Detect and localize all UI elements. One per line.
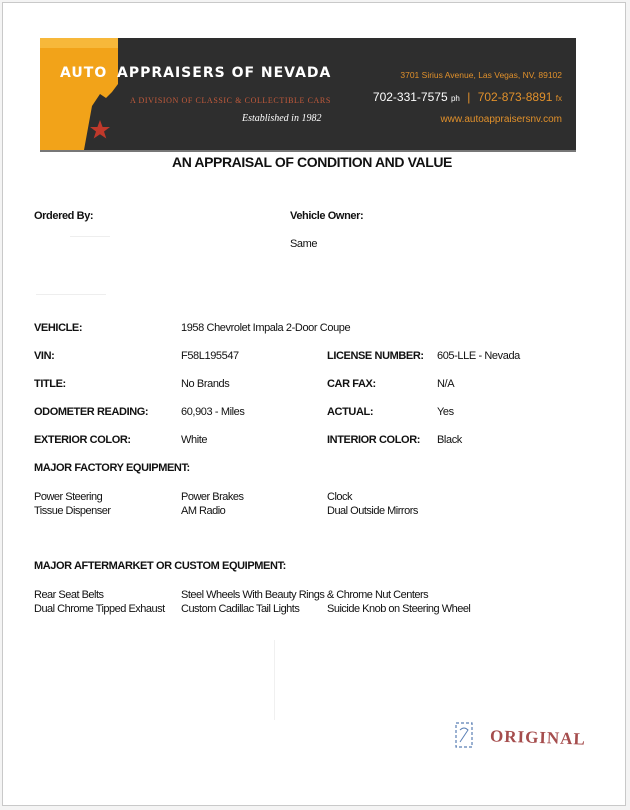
vin-label: VIN: bbox=[34, 350, 55, 362]
ordered-by-label: Ordered By: bbox=[34, 210, 94, 222]
interior-color-value: Black bbox=[437, 434, 462, 446]
company-phones bbox=[373, 90, 562, 104]
car-fax-label: CAR FAX: bbox=[327, 378, 376, 390]
brand-subtitle: A DIVISION OF CLASSIC & COLLECTIBLE CARS bbox=[130, 96, 331, 105]
aftermarket-item: Rear Seat Belts bbox=[34, 589, 104, 601]
actual-value: Yes bbox=[437, 406, 454, 418]
factory-equipment-heading: MAJOR FACTORY EQUIPMENT: bbox=[34, 462, 190, 474]
brand-name: APPRAISERS OF NEVADA bbox=[117, 65, 332, 81]
equipment-item: Dual Outside Mirrors bbox=[327, 505, 418, 517]
title-value: No Brands bbox=[181, 378, 230, 390]
aftermarket-item: Dual Chrome Tipped Exhaust bbox=[34, 603, 165, 615]
brand-auto: AUTO bbox=[60, 65, 108, 81]
vehicle-owner-value: Same bbox=[290, 238, 318, 250]
exterior-color-label: EXTERIOR COLOR: bbox=[34, 434, 131, 446]
equipment-item: AM Radio bbox=[181, 505, 226, 517]
faint-mark bbox=[36, 294, 106, 295]
document-title: AN APPRAISAL OF CONDITION AND VALUE bbox=[171, 154, 452, 170]
aftermarket-item: Steel Wheels With Beauty Rings & Chrome Nut Centers bbox=[181, 589, 429, 601]
star-icon bbox=[90, 120, 110, 139]
scan-artifact bbox=[274, 640, 275, 720]
company-address: 3701 Sirius Avenue, Las Vegas, NV, 89102 bbox=[400, 70, 562, 80]
original-stamp: ORIGINAL bbox=[489, 726, 587, 749]
banner-rule bbox=[40, 150, 576, 152]
phone-separator: | bbox=[467, 90, 471, 104]
license-label: LICENSE NUMBER: bbox=[327, 350, 424, 362]
license-value: 605-LLE - Nevada bbox=[437, 350, 520, 362]
aftermarket-equipment-heading: MAJOR AFTERMARKET OR CUSTOM EQUIPMENT: bbox=[34, 560, 286, 572]
factory-equipment-col3 bbox=[327, 490, 418, 518]
faint-mark bbox=[70, 236, 110, 237]
company-website: www.autoappraisersnv.com bbox=[440, 114, 562, 125]
equipment-item: Power Steering bbox=[34, 491, 103, 503]
seal-stamp-icon bbox=[452, 720, 476, 752]
brand-established: Established in 1982 bbox=[242, 113, 322, 124]
interior-color-label: INTERIOR COLOR: bbox=[327, 434, 420, 446]
phone-number: 702-331-7575 bbox=[372, 90, 448, 104]
nevada-logo-icon bbox=[40, 38, 150, 150]
equipment-item: Power Brakes bbox=[181, 491, 244, 503]
odometer-value: 60,903 - Miles bbox=[181, 406, 245, 418]
vin-value: F58L195547 bbox=[181, 350, 239, 362]
aftermarket-item: Custom Cadillac Tail Lights bbox=[181, 603, 300, 615]
equipment-item: Tissue Dispenser bbox=[34, 505, 111, 517]
odometer-label: ODOMETER READING: bbox=[34, 406, 149, 418]
vehicle-value: 1958 Chevrolet Impala 2-Door Coupe bbox=[181, 322, 351, 334]
car-fax-value: N/A bbox=[437, 378, 455, 390]
aftermarket-item: Suicide Knob on Steering Wheel bbox=[327, 603, 471, 615]
fax-number: 702-873-8891 bbox=[477, 90, 553, 104]
letterhead-banner bbox=[40, 38, 576, 150]
exterior-color-value: White bbox=[181, 434, 208, 446]
equipment-item: Clock bbox=[327, 491, 353, 503]
title-label: TITLE: bbox=[34, 378, 66, 390]
factory-equipment-col1 bbox=[34, 490, 111, 518]
phone-suffix: ph bbox=[450, 94, 460, 103]
actual-label: ACTUAL: bbox=[327, 406, 374, 418]
vehicle-owner-label: Vehicle Owner: bbox=[290, 210, 364, 222]
factory-equipment-col2 bbox=[181, 490, 243, 518]
vehicle-label: VEHICLE: bbox=[34, 322, 83, 334]
fax-suffix: fx bbox=[555, 94, 562, 103]
